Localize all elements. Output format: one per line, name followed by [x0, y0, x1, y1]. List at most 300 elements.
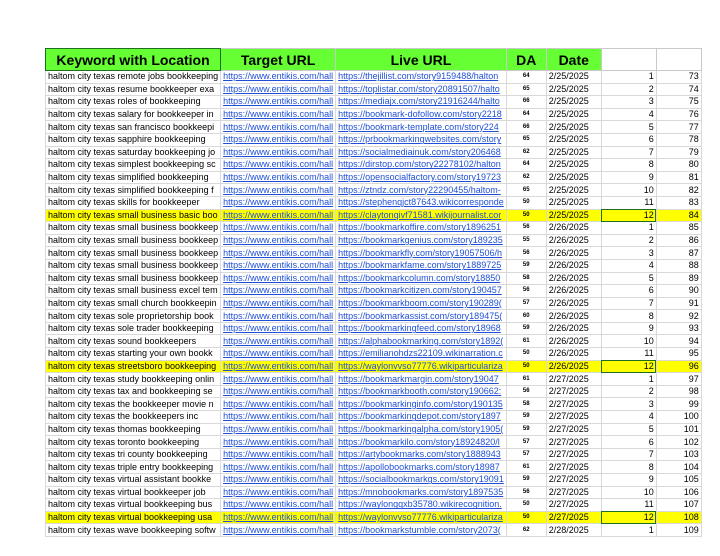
- target-url-cell[interactable]: https://www.entikis.com/hall: [221, 259, 336, 272]
- index-cell[interactable]: 76: [656, 108, 701, 121]
- date-cell[interactable]: 2/26/2025: [546, 272, 601, 285]
- date-cell[interactable]: 2/27/2025: [546, 486, 601, 499]
- table-row: [46, 436, 702, 449]
- live-url-cell[interactable]: https://bookmarkingdepot.com/story1897: [336, 411, 507, 424]
- live-url-cell[interactable]: https://thejillist.com/story9159488/halton: [336, 71, 507, 84]
- count-cell[interactable]: 11: [601, 196, 656, 209]
- index-cell[interactable]: 106: [656, 486, 701, 499]
- count-cell[interactable]: 7: [601, 146, 656, 159]
- header-row: [46, 49, 702, 71]
- table-row: [46, 133, 702, 146]
- live-url-cell[interactable]: https://bookmarkstumble.com/story2073(: [336, 524, 507, 537]
- date-cell[interactable]: 2/25/2025: [546, 83, 601, 96]
- live-url-cell[interactable]: https://dirstop.com/story22278102/halton: [336, 159, 507, 172]
- date-cell[interactable]: 2/27/2025: [546, 448, 601, 461]
- table-row: [46, 71, 702, 84]
- table-row: [46, 196, 702, 209]
- table-row: [46, 96, 702, 109]
- keyword-cell[interactable]: haltom city texas san francisco bookkeepi: [46, 121, 221, 134]
- da-cell[interactable]: 64: [506, 71, 546, 84]
- da-cell[interactable]: 61: [506, 373, 546, 386]
- keyword-cell[interactable]: haltom city texas small business bookkeep: [46, 234, 221, 247]
- index-cell[interactable]: 77: [656, 121, 701, 134]
- target-url-cell[interactable]: https://www.entikis.com/hall: [221, 348, 336, 361]
- keyword-cell[interactable]: haltom city texas tri county bookkeeping: [46, 448, 221, 461]
- keyword-cell[interactable]: haltom city texas simplified bookkeeping: [46, 171, 221, 184]
- index-cell[interactable]: 84: [656, 209, 701, 222]
- date-cell[interactable]: 2/27/2025: [546, 511, 601, 524]
- keyword-cell[interactable]: haltom city texas wave bookkeeping softw: [46, 524, 221, 537]
- live-url-cell[interactable]: https://bookmarkfame.com/story1889725: [336, 259, 507, 272]
- count-cell[interactable]: 9: [601, 171, 656, 184]
- index-cell[interactable]: 103: [656, 448, 701, 461]
- index-cell[interactable]: 105: [656, 474, 701, 487]
- keyword-cell[interactable]: haltom city texas starting your own bookk: [46, 348, 221, 361]
- date-cell[interactable]: 2/27/2025: [546, 499, 601, 512]
- da-cell[interactable]: 57: [506, 448, 546, 461]
- live-url-cell[interactable]: https://bookmarkassist.com/story189475(: [336, 310, 507, 323]
- index-cell[interactable]: 98: [656, 385, 701, 398]
- table-row: [46, 222, 702, 235]
- index-cell[interactable]: 74: [656, 83, 701, 96]
- live-url-cell[interactable]: https://socialmediainuk.com/story206468: [336, 146, 507, 159]
- index-cell[interactable]: 97: [656, 373, 701, 386]
- target-url-cell[interactable]: https://www.entikis.com/hall: [221, 209, 336, 222]
- da-cell[interactable]: 50: [506, 348, 546, 361]
- table-row: [46, 146, 702, 159]
- keyword-cell[interactable]: haltom city texas toronto bookkeeping: [46, 436, 221, 449]
- date-cell[interactable]: 2/26/2025: [546, 335, 601, 348]
- count-cell[interactable]: 4: [601, 259, 656, 272]
- date-cell[interactable]: 2/26/2025: [546, 285, 601, 298]
- date-cell[interactable]: 2/26/2025: [546, 247, 601, 260]
- index-cell[interactable]: 83: [656, 196, 701, 209]
- da-cell[interactable]: 65: [506, 83, 546, 96]
- target-url-cell[interactable]: https://www.entikis.com/hall: [221, 184, 336, 197]
- count-cell[interactable]: 6: [601, 436, 656, 449]
- date-cell[interactable]: 2/27/2025: [546, 411, 601, 424]
- da-cell[interactable]: 59: [506, 474, 546, 487]
- keyword-cell[interactable]: haltom city texas simplest bookkeeping sc: [46, 159, 221, 172]
- date-cell[interactable]: 2/25/2025: [546, 71, 601, 84]
- target-url-cell[interactable]: https://www.entikis.com/hall: [221, 411, 336, 424]
- date-cell[interactable]: 2/27/2025: [546, 474, 601, 487]
- da-cell[interactable]: 50: [506, 196, 546, 209]
- live-url-cell[interactable]: https://prbookmarkingwebsites.com/story: [336, 133, 507, 146]
- date-cell[interactable]: 2/25/2025: [546, 209, 601, 222]
- index-cell[interactable]: 109: [656, 524, 701, 537]
- count-cell[interactable]: 5: [601, 423, 656, 436]
- index-cell[interactable]: 102: [656, 436, 701, 449]
- keyword-cell[interactable]: haltom city texas small business bookkeep: [46, 222, 221, 235]
- live-url-cell[interactable]: https://apollobookmarks.com/story18987: [336, 461, 507, 474]
- keyword-cell[interactable]: haltom city texas sole trader bookkeeping: [46, 322, 221, 335]
- date-cell[interactable]: 2/27/2025: [546, 423, 601, 436]
- keyword-cell[interactable]: haltom city texas remote jobs bookkeeping: [46, 71, 221, 84]
- live-url-cell[interactable]: https://ztndz.com/story22290455/haltom-: [336, 184, 507, 197]
- table-row: [46, 184, 702, 197]
- da-cell[interactable]: 56: [506, 285, 546, 298]
- target-url-cell[interactable]: https://www.entikis.com/hall: [221, 196, 336, 209]
- count-cell[interactable]: 6: [601, 133, 656, 146]
- target-url-cell[interactable]: https://www.entikis.com/hall: [221, 373, 336, 386]
- date-cell[interactable]: 2/26/2025: [546, 222, 601, 235]
- date-cell[interactable]: 2/26/2025: [546, 297, 601, 310]
- table-row: [46, 259, 702, 272]
- live-url-cell[interactable]: https://toplistar.com/story20891507/halto: [336, 83, 507, 96]
- da-cell[interactable]: 50: [506, 209, 546, 222]
- count-cell[interactable]: 5: [601, 272, 656, 285]
- keyword-cell[interactable]: haltom city texas salary for bookkeeper in: [46, 108, 221, 121]
- target-url-cell[interactable]: https://www.entikis.com/hall: [221, 385, 336, 398]
- da-cell[interactable]: 58: [506, 272, 546, 285]
- live-url-cell[interactable]: https://alphabookmarking.com/story1892(: [336, 335, 507, 348]
- da-cell[interactable]: 57: [506, 436, 546, 449]
- date-cell[interactable]: 2/25/2025: [546, 133, 601, 146]
- live-url-cell[interactable]: https://waylonvvso77776.wikiparticulariza: [336, 511, 507, 524]
- index-cell[interactable]: 95: [656, 348, 701, 361]
- live-url-cell[interactable]: https://bookmarkingfeed.com/story18968: [336, 322, 507, 335]
- live-url-cell[interactable]: https://opensocialfactory.com/story19723: [336, 171, 507, 184]
- live-url-cell[interactable]: https://bookmark-dofollow.com/story2218: [336, 108, 507, 121]
- keyword-cell[interactable]: haltom city texas saturday bookkeeping jo: [46, 146, 221, 159]
- index-cell[interactable]: 101: [656, 423, 701, 436]
- target-url-cell[interactable]: https://www.entikis.com/hall: [221, 524, 336, 537]
- index-cell[interactable]: 90: [656, 285, 701, 298]
- target-url-cell[interactable]: https://www.entikis.com/hall: [221, 499, 336, 512]
- header-live-url[interactable]: Live URL: [336, 49, 507, 71]
- date-cell[interactable]: 2/25/2025: [546, 171, 601, 184]
- da-cell[interactable]: 62: [506, 524, 546, 537]
- live-url-cell[interactable]: https://stephenqjct87643.wikicorresponde: [336, 196, 507, 209]
- da-cell[interactable]: 50: [506, 360, 546, 373]
- count-cell[interactable]: 2: [601, 385, 656, 398]
- count-cell[interactable]: 1: [601, 71, 656, 84]
- target-url-cell[interactable]: https://www.entikis.com/hall: [221, 146, 336, 159]
- count-cell[interactable]: 3: [601, 96, 656, 109]
- keyword-cell[interactable]: haltom city texas virtual assistant bookke: [46, 474, 221, 487]
- date-cell[interactable]: 2/25/2025: [546, 96, 601, 109]
- table-row: [46, 159, 702, 172]
- index-cell[interactable]: 91: [656, 297, 701, 310]
- date-cell[interactable]: 2/25/2025: [546, 121, 601, 134]
- da-cell[interactable]: 65: [506, 133, 546, 146]
- target-url-cell[interactable]: https://www.entikis.com/hall: [221, 474, 336, 487]
- date-cell[interactable]: 2/26/2025: [546, 348, 601, 361]
- table-row: [46, 83, 702, 96]
- keyword-cell[interactable]: haltom city texas the bookkeepers inc: [46, 411, 221, 424]
- date-cell[interactable]: 2/27/2025: [546, 373, 601, 386]
- keyword-cell[interactable]: haltom city texas small business bookkeep: [46, 247, 221, 260]
- table-row: [46, 524, 702, 537]
- index-cell[interactable]: 92: [656, 310, 701, 323]
- count-cell[interactable]: 9: [601, 322, 656, 335]
- index-cell[interactable]: 104: [656, 461, 701, 474]
- live-url-cell[interactable]: https://bookmarkboom.com/story190289(: [336, 297, 507, 310]
- live-url-cell[interactable]: https://emilianohdzs22109.wikinarration.c: [336, 348, 507, 361]
- keyword-cell[interactable]: haltom city texas sapphire bookkeeping: [46, 133, 221, 146]
- target-url-cell[interactable]: https://www.entikis.com/hall: [221, 360, 336, 373]
- count-cell[interactable]: 10: [601, 335, 656, 348]
- date-cell[interactable]: 2/26/2025: [546, 259, 601, 272]
- index-cell[interactable]: 89: [656, 272, 701, 285]
- keyword-cell[interactable]: haltom city texas streetsboro bookkeeping: [46, 360, 221, 373]
- target-url-cell[interactable]: https://www.entikis.com/hall: [221, 436, 336, 449]
- target-url-cell[interactable]: https://www.entikis.com/hall: [221, 272, 336, 285]
- live-url-cell[interactable]: https://bookmarkmargin.com/story19047: [336, 373, 507, 386]
- da-cell[interactable]: 58: [506, 398, 546, 411]
- target-url-cell[interactable]: https://www.entikis.com/hall: [221, 159, 336, 172]
- da-cell[interactable]: 60: [506, 310, 546, 323]
- keyword-cell[interactable]: haltom city texas tax and bookkeeping se: [46, 385, 221, 398]
- date-cell[interactable]: 2/25/2025: [546, 159, 601, 172]
- target-url-cell[interactable]: https://www.entikis.com/hall: [221, 398, 336, 411]
- keyword-cell[interactable]: haltom city texas roles of bookkeeping: [46, 96, 221, 109]
- index-cell[interactable]: 78: [656, 133, 701, 146]
- table-row: [46, 461, 702, 474]
- da-cell[interactable]: 65: [506, 184, 546, 197]
- keyword-cell[interactable]: haltom city texas skills for bookkeeper: [46, 196, 221, 209]
- count-cell[interactable]: 12: [601, 360, 656, 373]
- table-body: [46, 71, 702, 537]
- keyword-cell[interactable]: haltom city texas virtual bookkeeping bus: [46, 499, 221, 512]
- keyword-cell[interactable]: haltom city texas resume bookkeeper exa: [46, 83, 221, 96]
- da-cell[interactable]: 64: [506, 159, 546, 172]
- count-cell[interactable]: 3: [601, 398, 656, 411]
- live-url-cell[interactable]: https://bookmarkilo.com/story18924820/l: [336, 436, 507, 449]
- da-cell[interactable]: 56: [506, 247, 546, 260]
- date-cell[interactable]: 2/27/2025: [546, 398, 601, 411]
- da-cell[interactable]: 56: [506, 486, 546, 499]
- live-url-cell[interactable]: https://bookmarkcitizen.com/story190457: [336, 285, 507, 298]
- date-cell[interactable]: 2/25/2025: [546, 146, 601, 159]
- keyword-cell[interactable]: haltom city texas sole proprietorship book: [46, 310, 221, 323]
- keyword-cell[interactable]: haltom city texas the bookkeeper movie n: [46, 398, 221, 411]
- live-url-cell[interactable]: https://bookmarkcolumn.com/story18850: [336, 272, 507, 285]
- date-cell[interactable]: 2/28/2025: [546, 524, 601, 537]
- keyword-cell[interactable]: haltom city texas thomas bookkeeping: [46, 423, 221, 436]
- table-row: [46, 247, 702, 260]
- live-url-cell[interactable]: https://bookmarkinginfo.com/story190135: [336, 398, 507, 411]
- count-cell[interactable]: 1: [601, 373, 656, 386]
- count-cell[interactable]: 1: [601, 222, 656, 235]
- table-row: [46, 423, 702, 436]
- da-cell[interactable]: 55: [506, 234, 546, 247]
- keyword-cell[interactable]: haltom city texas sound bookkeepers: [46, 335, 221, 348]
- count-cell[interactable]: 5: [601, 121, 656, 134]
- target-url-cell[interactable]: https://www.entikis.com/hall: [221, 83, 336, 96]
- keyword-cell[interactable]: haltom city texas small business basic boo: [46, 209, 221, 222]
- date-cell[interactable]: 2/26/2025: [546, 322, 601, 335]
- keyword-cell[interactable]: haltom city texas virtual bookkeeping usa: [46, 511, 221, 524]
- target-url-cell[interactable]: https://www.entikis.com/hall: [221, 322, 336, 335]
- count-cell[interactable]: 7: [601, 297, 656, 310]
- index-cell[interactable]: 75: [656, 96, 701, 109]
- table-row: [46, 360, 702, 373]
- date-cell[interactable]: 2/25/2025: [546, 108, 601, 121]
- count-cell[interactable]: 11: [601, 348, 656, 361]
- index-cell[interactable]: 86: [656, 234, 701, 247]
- index-cell[interactable]: 85: [656, 222, 701, 235]
- live-url-cell[interactable]: https://waylonvvso77776.wikiparticulariza: [336, 360, 507, 373]
- target-url-cell[interactable]: https://www.entikis.com/hall: [221, 222, 336, 235]
- count-cell[interactable]: 8: [601, 461, 656, 474]
- count-cell[interactable]: 11: [601, 499, 656, 512]
- target-url-cell[interactable]: https://www.entikis.com/hall: [221, 285, 336, 298]
- header-target-url[interactable]: Target URL: [221, 49, 336, 71]
- index-cell[interactable]: 108: [656, 511, 701, 524]
- da-cell[interactable]: 57: [506, 297, 546, 310]
- target-url-cell[interactable]: https://www.entikis.com/hall: [221, 486, 336, 499]
- da-cell[interactable]: 56: [506, 222, 546, 235]
- live-url-cell[interactable]: https://bookmarkgenius.com/story189235: [336, 234, 507, 247]
- table-row: [46, 272, 702, 285]
- index-cell[interactable]: 81: [656, 171, 701, 184]
- count-cell[interactable]: 12: [601, 511, 656, 524]
- live-url-cell[interactable]: https://mediajx.com/story21916244/halto: [336, 96, 507, 109]
- da-cell[interactable]: 62: [506, 171, 546, 184]
- keyword-cell[interactable]: haltom city texas small business bookkeep: [46, 272, 221, 285]
- table-row: [46, 511, 702, 524]
- da-cell[interactable]: 59: [506, 259, 546, 272]
- table-row: [46, 486, 702, 499]
- spreadsheet-grid: [45, 48, 702, 537]
- count-cell[interactable]: 10: [601, 184, 656, 197]
- count-cell[interactable]: 12: [601, 209, 656, 222]
- table-row: [46, 322, 702, 335]
- target-url-cell[interactable]: https://www.entikis.com/hall: [221, 171, 336, 184]
- index-cell[interactable]: 79: [656, 146, 701, 159]
- table-row: [46, 297, 702, 310]
- target-url-cell[interactable]: https://www.entikis.com/hall: [221, 96, 336, 109]
- table-row: [46, 373, 702, 386]
- target-url-cell[interactable]: https://www.entikis.com/hall: [221, 448, 336, 461]
- da-cell[interactable]: 66: [506, 96, 546, 109]
- target-url-cell[interactable]: https://www.entikis.com/hall: [221, 108, 336, 121]
- target-url-cell[interactable]: https://www.entikis.com/hall: [221, 335, 336, 348]
- live-url-cell[interactable]: https://bookmarkfly.com/story19057506/h: [336, 247, 507, 260]
- header-blank-2[interactable]: [656, 49, 701, 71]
- target-url-cell[interactable]: https://www.entikis.com/hall: [221, 247, 336, 260]
- date-cell[interactable]: 2/26/2025: [546, 310, 601, 323]
- count-cell[interactable]: 9: [601, 474, 656, 487]
- da-cell[interactable]: 66: [506, 121, 546, 134]
- da-cell[interactable]: 50: [506, 511, 546, 524]
- index-cell[interactable]: 73: [656, 71, 701, 84]
- da-cell[interactable]: 56: [506, 385, 546, 398]
- table-row: [46, 499, 702, 512]
- da-cell[interactable]: 59: [506, 411, 546, 424]
- table-row: [46, 474, 702, 487]
- count-cell[interactable]: 7: [601, 448, 656, 461]
- target-url-cell[interactable]: https://www.entikis.com/hall: [221, 310, 336, 323]
- count-cell[interactable]: 2: [601, 83, 656, 96]
- index-cell[interactable]: 107: [656, 499, 701, 512]
- live-url-cell[interactable]: https://bookmarkingalpha.com/story1905(: [336, 423, 507, 436]
- keyword-cell[interactable]: haltom city texas study bookkeeping onlin: [46, 373, 221, 386]
- target-url-cell[interactable]: https://www.entikis.com/hall: [221, 71, 336, 84]
- count-cell[interactable]: 2: [601, 234, 656, 247]
- date-cell[interactable]: 2/27/2025: [546, 385, 601, 398]
- live-url-cell[interactable]: https://socialbookmarkgs.com/story19091: [336, 474, 507, 487]
- da-cell[interactable]: 59: [506, 423, 546, 436]
- live-url-cell[interactable]: https://artybookmarks.com/story1888943: [336, 448, 507, 461]
- target-url-cell[interactable]: https://www.entikis.com/hall: [221, 133, 336, 146]
- count-cell[interactable]: 8: [601, 310, 656, 323]
- count-cell[interactable]: 1: [601, 524, 656, 537]
- table-row: [46, 398, 702, 411]
- target-url-cell[interactable]: https://www.entikis.com/hall: [221, 121, 336, 134]
- live-url-cell[interactable]: https://mnobookmarks.com/story1897535: [336, 486, 507, 499]
- count-cell[interactable]: 10: [601, 486, 656, 499]
- table-row: [46, 171, 702, 184]
- da-cell[interactable]: 61: [506, 335, 546, 348]
- keyword-cell[interactable]: haltom city texas small business bookkeep: [46, 259, 221, 272]
- live-url-cell[interactable]: https://waylongqxb35780.wikirecognition.: [336, 499, 507, 512]
- index-cell[interactable]: 93: [656, 322, 701, 335]
- date-cell[interactable]: 2/26/2025: [546, 234, 601, 247]
- target-url-cell[interactable]: https://www.entikis.com/hall: [221, 234, 336, 247]
- date-cell[interactable]: 2/25/2025: [546, 184, 601, 197]
- target-url-cell[interactable]: https://www.entikis.com/hall: [221, 297, 336, 310]
- target-url-cell[interactable]: https://www.entikis.com/hall: [221, 511, 336, 524]
- table-row: [46, 108, 702, 121]
- count-cell[interactable]: 4: [601, 411, 656, 424]
- keyword-cell[interactable]: haltom city texas virtual bookkeeper job: [46, 486, 221, 499]
- count-cell[interactable]: 4: [601, 108, 656, 121]
- keyword-cell[interactable]: haltom city texas triple entry bookkeeping: [46, 461, 221, 474]
- index-cell[interactable]: 96: [656, 360, 701, 373]
- count-cell[interactable]: 8: [601, 159, 656, 172]
- header-keyword-with-location[interactable]: Keyword with Location: [46, 49, 221, 71]
- date-cell[interactable]: 2/25/2025: [546, 196, 601, 209]
- live-url-cell[interactable]: https://bookmarkoffire.com/story1896251: [336, 222, 507, 235]
- target-url-cell[interactable]: https://www.entikis.com/hall: [221, 461, 336, 474]
- table-row: [46, 209, 702, 222]
- da-cell[interactable]: 62: [506, 146, 546, 159]
- live-url-cell[interactable]: https://claytonqivf71581.wikijournalist.cor: [336, 209, 507, 222]
- target-url-cell[interactable]: https://www.entikis.com/hall: [221, 423, 336, 436]
- date-cell[interactable]: 2/26/2025: [546, 360, 601, 373]
- header-blank-1[interactable]: [601, 49, 656, 71]
- index-cell[interactable]: 88: [656, 259, 701, 272]
- table-row: [46, 121, 702, 134]
- header-da[interactable]: DA: [506, 49, 546, 71]
- index-cell[interactable]: 87: [656, 247, 701, 260]
- count-cell[interactable]: 3: [601, 247, 656, 260]
- index-cell[interactable]: 99: [656, 398, 701, 411]
- da-cell[interactable]: 64: [506, 108, 546, 121]
- live-url-cell[interactable]: https://bookmarkbooth.com/story190662:: [336, 385, 507, 398]
- index-cell[interactable]: 100: [656, 411, 701, 424]
- da-cell[interactable]: 61: [506, 461, 546, 474]
- da-cell[interactable]: 59: [506, 322, 546, 335]
- index-cell[interactable]: 80: [656, 159, 701, 172]
- table-row: [46, 310, 702, 323]
- table-row: [46, 385, 702, 398]
- index-cell[interactable]: 94: [656, 335, 701, 348]
- da-cell[interactable]: 50: [506, 499, 546, 512]
- index-cell[interactable]: 82: [656, 184, 701, 197]
- date-cell[interactable]: 2/27/2025: [546, 461, 601, 474]
- live-url-cell[interactable]: https://bookmark-template.com/story224: [336, 121, 507, 134]
- count-cell[interactable]: 6: [601, 285, 656, 298]
- date-cell[interactable]: 2/27/2025: [546, 436, 601, 449]
- keyword-cell[interactable]: haltom city texas small church bookkeepin: [46, 297, 221, 310]
- header-date[interactable]: Date: [546, 49, 601, 71]
- keyword-cell[interactable]: haltom city texas simplified bookkeeping f: [46, 184, 221, 197]
- keyword-cell[interactable]: haltom city texas small business excel tem: [46, 285, 221, 298]
